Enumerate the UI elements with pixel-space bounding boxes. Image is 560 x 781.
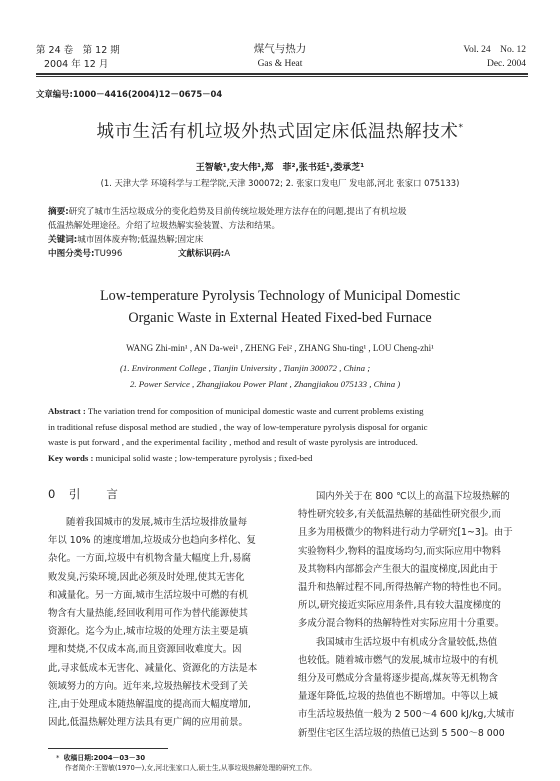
body-line: 特性研究较多,有关低温热解的基础性研究很少,而 <box>298 509 501 521</box>
body-line: 物含有大量热能,经回收利用可作为替代能源使其 <box>48 608 248 620</box>
title-cn <box>30 118 530 143</box>
journal-volume-issue: 第 24 卷 第 12 期 <box>36 45 120 56</box>
affiliation-en-line-2: 2. Power Service , Zhangjiakou Power Plant , Zhangjiakou 075133 , China ) <box>130 379 401 389</box>
body-line: 实验物料少,物料的温度场均匀,而实际应用中物料 <box>298 545 501 557</box>
clc-value: TU996 <box>94 249 123 259</box>
body-line: 新型住宅区生活垃圾的热值已达到 5 500～8 000 <box>298 727 505 739</box>
article-number: 文章编号:1000－4416(2004)12－0675－04 <box>36 89 223 99</box>
doc-code-label: 文献标识码: <box>177 249 225 259</box>
body-line: 资源化。迄今为止,城市垃圾的处理方法主要是填 <box>48 626 248 638</box>
affiliation-en <box>120 360 540 392</box>
abstract-en-text-1: The variation trend for composition of municipal domestic waste and current problems existing <box>87 406 424 416</box>
journal-vol-no-en: Vol. 24 No. 12 <box>463 45 526 55</box>
classification-line <box>48 247 518 261</box>
keywords-cn-label: 关键词: <box>48 235 78 245</box>
body-line: 所以,研究接近实际应用条件,具有较大温度梯度的 <box>298 600 501 612</box>
authors-cn: 王智敏¹,安大伟¹,郑 菲²,张书廷¹,娄承芝¹ <box>195 163 365 173</box>
section-heading-introduction: 0 引 言 <box>48 487 119 501</box>
journal-name-en: Gas & Heat <box>257 59 303 69</box>
clc-label: 中图分类号: <box>48 249 95 259</box>
abstract-en <box>48 404 523 466</box>
abstract-cn <box>48 205 518 261</box>
abstract-cn-label: 摘要: <box>48 207 69 217</box>
body-line: 随着我国城市的发展,城市生活垃圾排放量每 <box>66 517 248 528</box>
body-line: 多成分混合物料的热解特性对实际应用十分重要。 <box>298 618 505 630</box>
keywords-cn <box>48 233 518 247</box>
body-line: 因此,低温热解处理方法具有更广阔的应用前景。 <box>48 717 248 729</box>
abstract-cn-line-1 <box>48 205 518 219</box>
abstract-cn-line-2: 低温热解处理途径。介绍了垃圾热解实验装置、方法和结果。 <box>48 221 281 231</box>
keywords-en <box>48 451 523 467</box>
body-right-column <box>298 488 520 743</box>
journal-date: 2004 年 12 月 <box>44 59 109 70</box>
body-line: 领域努力的方向。近年来,垃圾热解技术受到了关 <box>48 680 248 692</box>
authors-en: WANG Zhi-min¹ , AN Da-wei¹ , ZHENG Fei² , ZHANG Shu-ting¹ , LOU Cheng-zhi¹ <box>126 343 434 353</box>
journal-date-en: Dec. 2004 <box>486 59 526 69</box>
footnote-received-text: 收稿日期:2004－03－30 <box>63 754 146 762</box>
keywords-en-text: municipal solid waste ; low-temperature pyrolysis ; fixed-bed <box>95 452 313 463</box>
footnotes <box>56 753 516 773</box>
body-line: 市生活垃圾热值一般为 2 500～4 600 kJ/kg,大城市 <box>298 709 515 721</box>
body-line: 年以 10% 的速度增加,垃圾成分也趋向多样化、复 <box>48 535 256 547</box>
title-footnote-mark: * <box>458 123 464 134</box>
body-line: 我国城市生活垃圾中有机成分含量较低,热值 <box>316 636 498 648</box>
body-line: 杂化。一方面,垃圾中有机物含量大幅度上升,易腐 <box>48 553 251 565</box>
title-en-line-2: Organic Waste in External Heated Fixed-bed Furnace <box>128 310 432 326</box>
title-en-line-1: Low-temperature Pyrolysis Technology of Municipal Domestic <box>99 288 461 304</box>
footnote-author-bio: 作者简介:王智敏(1970—),女,河北张家口人,硕士生,从事垃圾热解处理的研究工作。 <box>65 764 317 772</box>
title-cn-text: 城市生活有机垃圾外热式固定床低温热解技术 <box>96 122 459 142</box>
body-line: 埋和焚烧,不仅成本高,而且资源回收难度大。因 <box>48 644 242 656</box>
affiliation-cn: (1. 天津大学 环境科学与工程学院,天津 300072; 2. 张家口发电厂 发电部,河北 张家口 075133) <box>100 178 460 188</box>
doc-code-value: A <box>224 249 231 259</box>
header-rule-thin <box>36 76 528 77</box>
abstract-en-line-3: waste is put forward , and the experimental facility , method and result of waste pyrolysis are introduced. <box>48 437 418 448</box>
body-line: 和减量化。另一方面,城市生活垃圾中可燃的有机 <box>48 589 248 601</box>
body-line: 败发臭,污染环境,因此必须及时处理,使其无害化 <box>48 571 245 583</box>
footnote-rule <box>48 748 168 749</box>
abstract-cn-text-1: 研究了城市生活垃圾成分的变化趋势及目前传统垃圾处理方法存在的问题,提出了有机垃圾 <box>68 207 407 217</box>
header-rule-thick <box>36 73 528 75</box>
title-en <box>30 285 530 329</box>
body-line: 注,由于处理成本随热解温度的提高而大幅度增加, <box>48 699 251 711</box>
body-line: 组分及可燃成分含量将逐步提高,煤灰等无机物含 <box>298 673 498 685</box>
footnote-bullet: * <box>56 754 60 762</box>
footnote-received <box>56 753 516 763</box>
keywords-en-label: Key words : <box>48 452 94 463</box>
body-line: 及其物料内部都会产生很大的温度梯度,因此由于 <box>298 563 498 575</box>
body-line: 温升和热解过程不同,所得热解产物的特性也不同。 <box>298 582 508 594</box>
body-line: 此,寻求低成本无害化、减量化、资源化的方法是本 <box>48 662 258 674</box>
body-line: 国内外关于在 800 ℃以上的高温下垃圾热解的 <box>316 491 510 502</box>
body-left-column <box>48 514 270 732</box>
abstract-en-line-1 <box>48 404 523 420</box>
journal-name-cn: 煤气与热力 <box>253 43 307 55</box>
body-line: 量逐年降低,垃圾的热值也不断增加。中等以上城 <box>298 691 498 703</box>
abstract-en-line-2: in traditional refuse disposal method are studied , the way of low-temperature pyrolysis disposal for organic <box>48 421 428 432</box>
abstract-en-label: Abstract : <box>48 406 86 416</box>
body-line: 也较低。随着城市燃气的发展,城市垃圾中的有机 <box>298 654 498 666</box>
keywords-cn-text: 城市固体废弃物;低温热解;固定床 <box>77 235 204 245</box>
body-line: 且多为用极微少的物料进行动力学研究[1~3]。由于 <box>298 527 513 539</box>
affiliation-en-line-1: (1. Environment College , Tianjin University , Tianjin 300072 , China ; <box>120 363 371 373</box>
